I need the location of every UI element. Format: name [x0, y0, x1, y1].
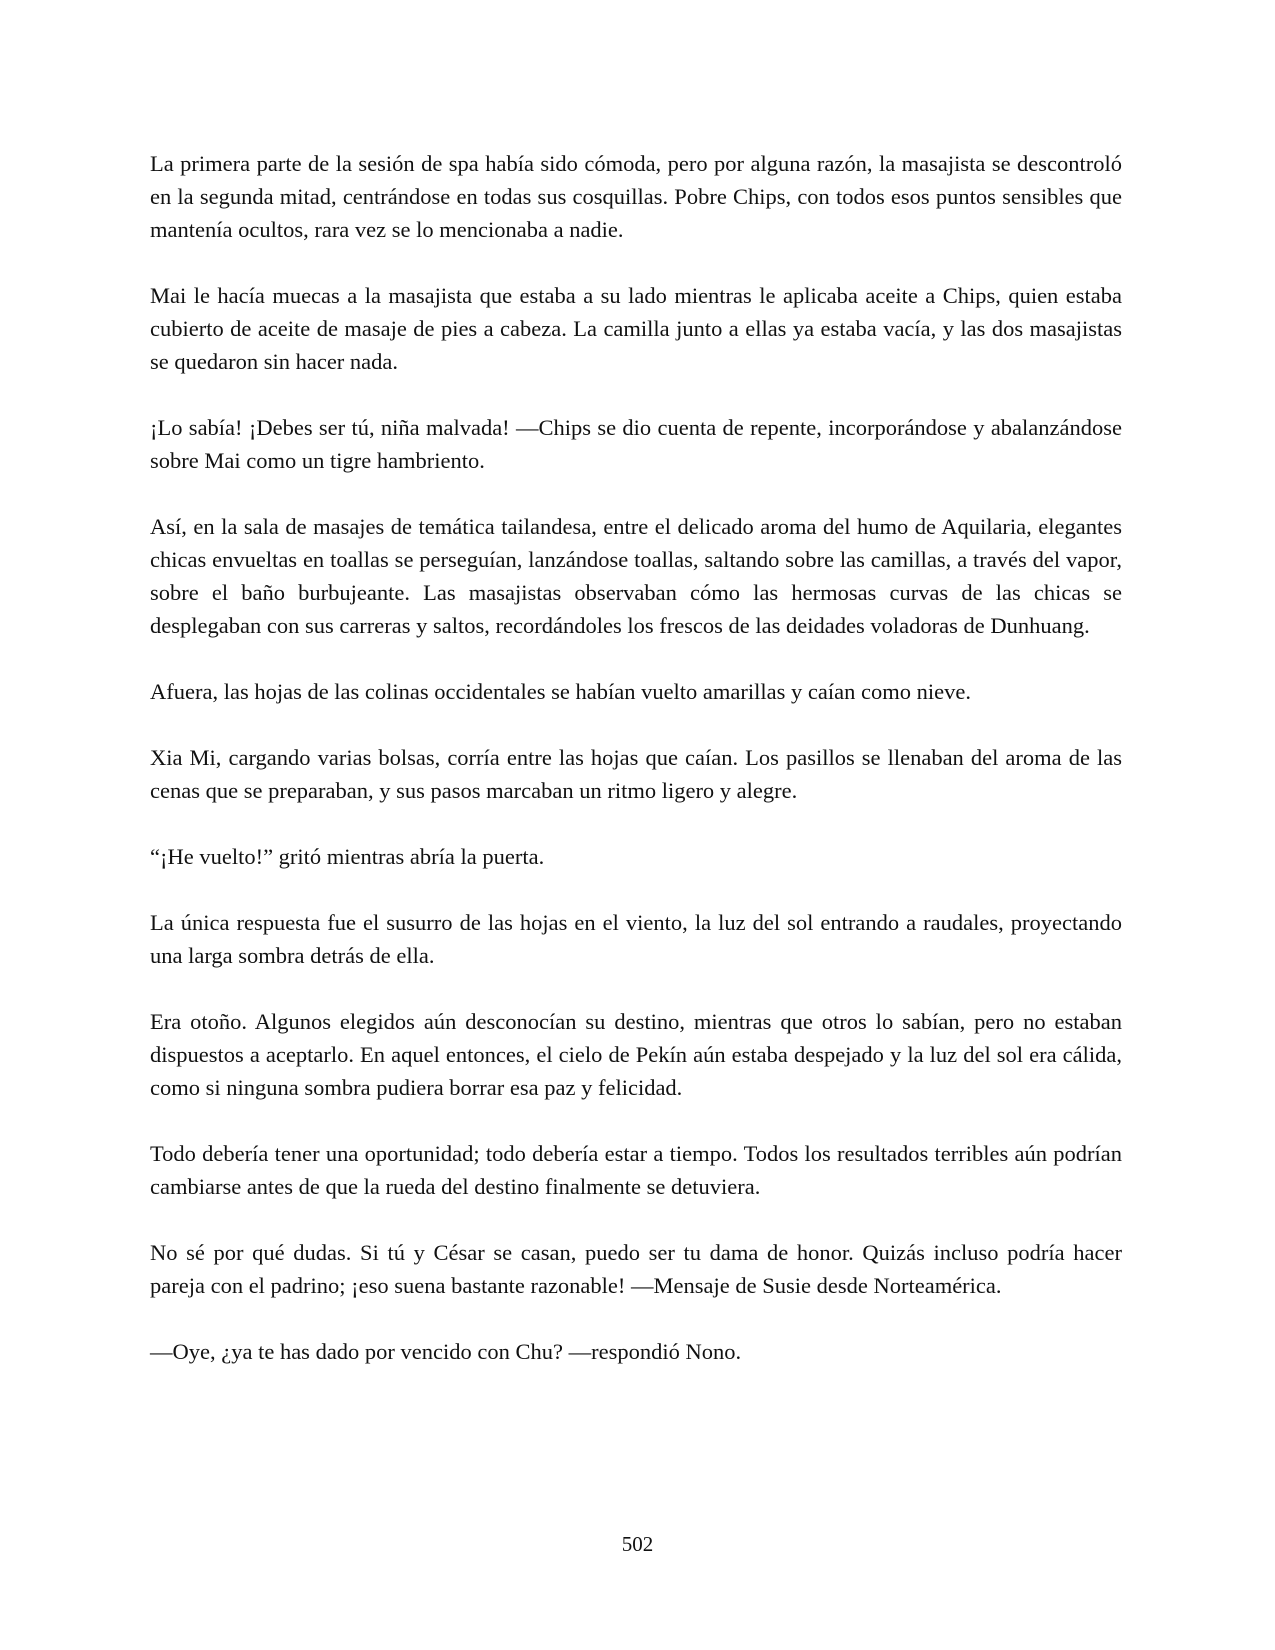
paragraph-4: Así, en la sala de masajes de temática tailandesa, entre el delicado aroma del humo de Aquilaria, elegantes chicas envueltas en toallas se perseguían, lanzándose toallas, saltando sobre las camillas, a través del vapor, sobre el baño burbujeante. Las masajistas observaban cómo las hermosas curvas de las chicas se desplegaban con sus carreras y saltos, recordándoles los frescos de las deidades voladoras de Dunhuang. [150, 514, 1122, 638]
paragraph-7: “¡He vuelto!” gritó mientras abría la puerta. [150, 844, 545, 869]
paragraph-1: La primera parte de la sesión de spa había sido cómoda, pero por alguna razón, la masajista se descontroló en la segunda mitad, centrándose en todas sus cosquillas. Pobre Chips, con todos esos puntos sensibles que mantenía ocultos, rara vez se lo mencionaba a nadie. [150, 151, 1122, 242]
paragraph-5: Afuera, las hojas de las colinas occidentales se habían vuelto amarillas y caían como nieve. [150, 679, 971, 704]
paragraph-10: Todo debería tener una oportunidad; todo debería estar a tiempo. Todos los resultados terribles aún podrían cambiarse antes de que la rueda del destino finalmente se detuviera. [150, 1141, 1122, 1199]
paragraph-2: Mai le hacía muecas a la masajista que estaba a su lado mientras le aplicaba aceite a Chips, quien estaba cubierto de aceite de masaje de pies a cabeza. La camilla junto a ellas ya estaba vacía, y las dos masajistas se quedaron sin hacer nada. [150, 283, 1122, 374]
paragraph-12: —Oye, ¿ya te has dado por vencido con Chu? —respondió Nono. [150, 1339, 742, 1364]
paragraph-9: Era otoño. Algunos elegidos aún desconocían su destino, mientras que otros lo sabían, pero no estaban dispuestos a aceptarlo. En aquel entonces, el cielo de Pekín aún estaba despejado y la luz del sol era cálida, como si ninguna sombra pudiera borrar esa paz y felicidad. [150, 1009, 1122, 1100]
body-text [150, 147, 1122, 1401]
paragraph-11: No sé por qué dudas. Si tú y César se casan, puedo ser tu dama de honor. Quizás incluso podría hacer pareja con el padrino; ¡eso suena bastante razonable! —Mensaje de Susie desde Norteamérica. [150, 1240, 1122, 1298]
paragraph-3: ¡Lo sabía! ¡Debes ser tú, niña malvada! —Chips se dio cuenta de repente, incorporándose y abalanzándose sobre Mai como un tigre hambriento. [150, 415, 1122, 473]
paragraph-8: La única respuesta fue el susurro de las hojas en el viento, la luz del sol entrando a raudales, proyectando una larga sombra detrás de ella. [150, 910, 1122, 968]
page-number: 502 [621, 1532, 654, 1556]
paragraph-6: Xia Mi, cargando varias bolsas, corría entre las hojas que caían. Los pasillos se llenaban del aroma de las cenas que se preparaban, y sus pasos marcaban un ritmo ligero y alegre. [150, 745, 1122, 803]
